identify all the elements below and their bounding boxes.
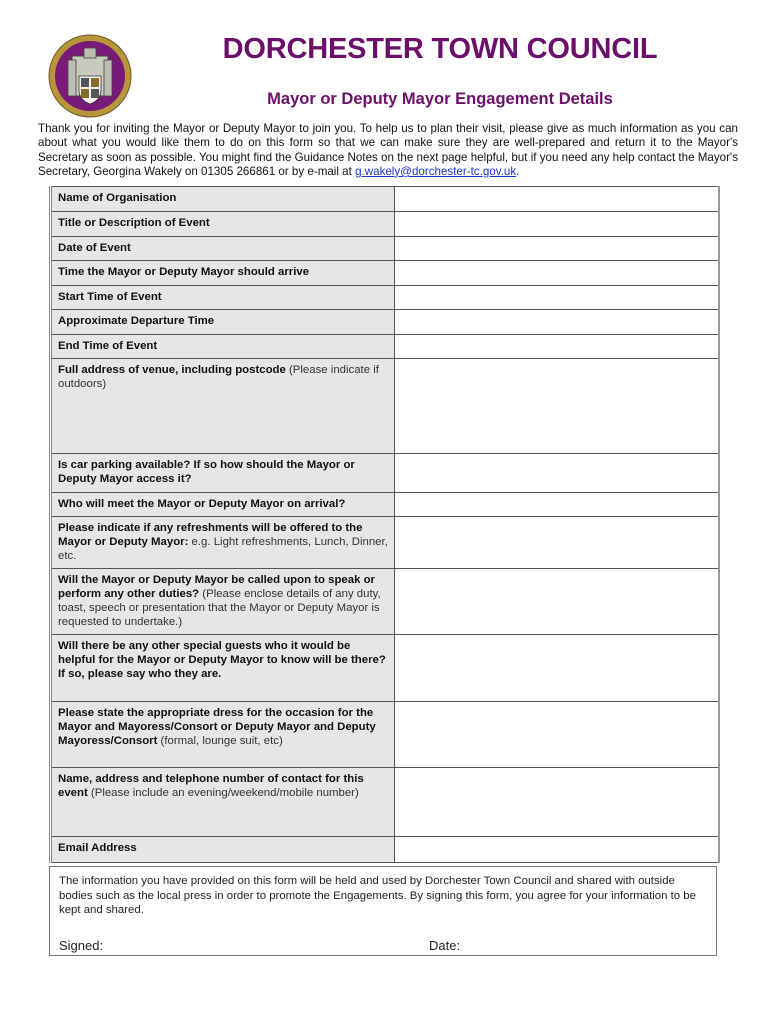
field-label: Date of Event [51,237,395,261]
data-consent-box [49,866,717,956]
field-label: Full address of venue, including postcode (Please indicate if outdoors) [51,359,395,454]
name-of-organisation-field[interactable] [395,187,720,212]
table-row [51,261,720,286]
consent-notice: The information you have provided on this form will be held and used by Dorchester Town Council and shared with outside bodies such as the local press in order to promote the Engagements. By signing this form, you agree for your information to be kept and shared. [59,875,696,917]
table-row [51,237,720,261]
end-time-field[interactable] [395,335,720,359]
field-label: Approximate Departure Time [51,310,395,335]
table-row [51,569,720,635]
table-row [51,187,720,212]
car-parking-field[interactable] [395,454,720,493]
field-label: Will there be any other special guests who it would be helpful for the Mayor or Deputy Mayor to know will be there? If so, please say who they are. [51,635,395,702]
engagement-details-table [49,186,720,863]
event-date-field[interactable] [395,237,720,261]
venue-address-field[interactable] [395,359,720,454]
field-label: Who will meet the Mayor or Deputy Mayor on arrival? [51,493,395,517]
event-title-field[interactable] [395,212,720,237]
field-label: Title or Description of Event [51,212,395,237]
table-row [51,517,720,569]
other-duties-field[interactable] [395,569,720,635]
special-guests-field[interactable] [395,635,720,702]
intro-paragraph [38,122,738,179]
signed-field[interactable]: Signed: [59,938,104,953]
table-row [51,310,720,335]
field-label: Name, address and telephone number of contact for this event (Please include an evening/weekend/mobile number) [51,768,395,837]
departure-time-field[interactable] [395,310,720,335]
refreshments-field[interactable] [395,517,720,569]
table-row [51,359,720,454]
dress-code-field[interactable] [395,702,720,768]
email-address-field[interactable] [395,837,720,863]
field-label: Is car parking available? If so how should the Mayor or Deputy Mayor access it? [51,454,395,493]
field-label: Please indicate if any refreshments will be offered to the Mayor or Deputy Mayor: e.g. Light refreshments, Lunch, Dinner, etc. [51,517,395,569]
field-label: Will the Mayor or Deputy Mayor be called upon to speak or perform any other duties? (Please enclose details of any duty, toast, speech or presentation that the Mayor or Deputy Mayor is requested to undertake.) [51,569,395,635]
field-label: End Time of Event [51,335,395,359]
date-field[interactable]: Date: [429,938,461,953]
table-row [51,454,720,493]
field-label: Time the Mayor or Deputy Mayor should arrive [51,261,395,286]
form-subtitle: Mayor or Deputy Mayor Engagement Details [267,90,613,108]
field-label: Please state the appropriate dress for the occasion for the Mayor and Mayoress/Consort or Deputy Mayor and Deputy Mayoress/Consort (formal, lounge suit, etc) [51,702,395,768]
table-row [51,768,720,837]
table-row [51,493,720,517]
table-row [51,635,720,702]
council-crest-logo [48,34,132,118]
contact-details-field[interactable] [395,768,720,837]
field-label: Start Time of Event [51,286,395,310]
table-row [51,286,720,310]
arrival-time-field[interactable] [395,261,720,286]
table-row [51,212,720,237]
signature-row [59,939,707,954]
greeter-field[interactable] [395,493,720,517]
intro-text: Thank you for inviting the Mayor or Deputy Mayor to join you. To help us to plan their visit, please give as much information as you can about what you would like them to do on this form so that we can make sure they are well-prepared and return it to the Mayor's Secretary as soon as possible. You might find the Guidance Notes on the next page helpful, but if you need any help contact the Mayor's Secretary, Georgina Wakely on 01305 266861 or by e-mail at [38,122,738,178]
field-label: Name of Organisation [51,187,395,212]
table-row [51,335,720,359]
secretary-email-link[interactable]: g.wakely@dorchester-tc.gov.uk [355,164,517,178]
table-row [51,702,720,768]
field-label: Email Address [51,837,395,863]
table-row [51,837,720,863]
page-title: DORCHESTER TOWN COUNCIL [222,33,658,65]
start-time-field[interactable] [395,286,720,310]
intro-end: . [516,164,520,178]
